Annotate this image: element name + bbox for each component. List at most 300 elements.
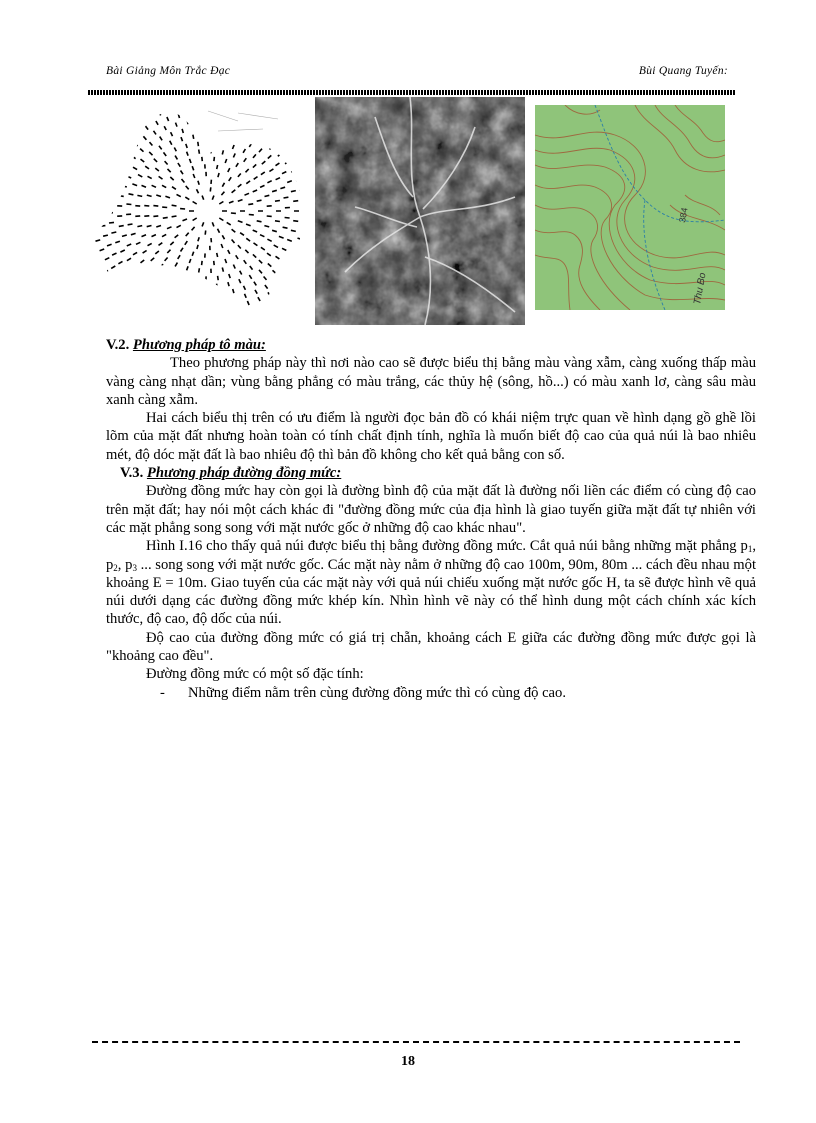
hachure-tick [152, 185, 156, 187]
hachure-tick [111, 266, 115, 268]
hachure-tick [114, 183, 119, 184]
section-v3-heading [120, 464, 756, 482]
hachure-tick [118, 314, 121, 318]
hachure-tick [142, 185, 147, 187]
hachure-tick [277, 132, 280, 135]
hachure-tick [272, 230, 277, 231]
hachure-tick [119, 196, 124, 197]
hachure-tick [233, 153, 235, 157]
hachure-tick [301, 154, 303, 156]
hachure-tick [172, 205, 177, 206]
hachure-tick [274, 245, 278, 247]
hachure-tick [185, 197, 189, 200]
hachure-tick [183, 219, 188, 221]
hachure-tick [156, 121, 158, 125]
hachure-tick [168, 169, 171, 172]
hachure-relief-drawing-icon [88, 101, 303, 323]
hachure-tick [148, 176, 152, 178]
hachure-tick [127, 244, 131, 246]
hachure-tick [286, 138, 290, 141]
hachure-tick [174, 148, 176, 152]
hachure-tick [286, 109, 289, 113]
hachure-tick [217, 253, 218, 257]
hachure-tick [268, 292, 271, 296]
hachure-tick [234, 297, 235, 301]
hachure-tick [186, 233, 189, 236]
hachure-tick [254, 243, 258, 246]
hachure-tick [170, 141, 172, 145]
contour-elevation-label: 384 [677, 206, 690, 224]
hachure-tick [139, 307, 142, 311]
hachure-tick [296, 179, 301, 181]
hachure-tick [202, 157, 203, 161]
hachure-tick [147, 195, 152, 196]
hachure-tick [297, 163, 301, 165]
relief-figure [315, 97, 525, 325]
hachure-tick [142, 110, 144, 114]
hachure-tick [164, 126, 166, 130]
hachure-tick [228, 282, 229, 286]
hachure-tick [128, 319, 131, 323]
hachure-tick [92, 191, 97, 192]
hachure-tick [127, 176, 131, 178]
hachure-tick [243, 149, 245, 153]
hachure-tick [177, 194, 181, 196]
hachure-tick [171, 318, 172, 322]
hachure-tick [253, 190, 257, 192]
hachure-tick [221, 142, 222, 146]
hachure-tick [193, 135, 194, 139]
hachure-tick [260, 235, 264, 237]
hachure-tick [282, 248, 286, 250]
hachure-tick [126, 150, 130, 153]
hachure-tick [171, 132, 173, 136]
hachure-tick [154, 159, 157, 162]
hachure-tick [194, 276, 195, 280]
hachure-tick [105, 136, 109, 139]
v3-paragraph-1: Đường đồng mức hay còn gọi là đường bình độ của mặt đất là đường nối liền các điểm có cùng độ cao trên mặt đất; hay nói một cách khác đi "đường đồng mức của địa hình là giao tuyến giữa mặt đất tự nhiên với các mặt phẳng song song với mặt nước gốc ở những độ cao khác nhau". [106, 483, 756, 536]
bullet-dash: - [160, 684, 165, 701]
hachure-tick [198, 181, 199, 185]
hachure-tick [244, 286, 246, 290]
hachure-tick [261, 305, 263, 309]
hachure-tick [115, 241, 120, 243]
hachure-tick [280, 295, 283, 298]
hachure-tick [253, 254, 256, 257]
hachure-tick [233, 289, 234, 293]
hachure-tick [280, 187, 285, 188]
hachure-tick [164, 152, 167, 156]
hachure-tick [172, 187, 176, 190]
hachure-tick [159, 112, 161, 116]
hachure-tick [257, 221, 262, 222]
hachure-tick [283, 227, 288, 228]
hachure-tick [284, 197, 289, 198]
hachure-tick [214, 261, 215, 265]
hachure-tick [268, 264, 272, 267]
hachure-tick [88, 244, 93, 245]
hachure-tick [271, 300, 274, 304]
section-v3-title: Phương pháp đường đồng mức: [146, 465, 342, 482]
hachure-tick [267, 239, 271, 241]
hachure-tick [98, 262, 102, 264]
hachure-tick [276, 256, 280, 259]
hachure-tick [259, 260, 262, 263]
hachure-tick [164, 292, 166, 296]
hachure-tick [154, 131, 157, 135]
hachure-tick [138, 121, 141, 125]
hachure-tick [92, 294, 96, 297]
hachure-tick [240, 271, 242, 275]
footer-rule [92, 1041, 740, 1043]
hachure-tick [228, 168, 230, 172]
hachure-tick [88, 235, 89, 236]
hachure-tick [128, 127, 131, 130]
hachure-tick [193, 314, 194, 318]
hachure-tick [276, 103, 279, 107]
hachure-tick [291, 191, 296, 192]
hachure-tick [238, 174, 241, 177]
hachure-tick [129, 301, 132, 304]
hachure-tick [181, 105, 182, 109]
hachure-tick [100, 249, 105, 251]
hachure-tick [92, 231, 97, 232]
hachure-tick [232, 240, 235, 244]
hachure-tick [198, 237, 199, 241]
hachure-tick [259, 149, 262, 152]
hachure-tick [149, 267, 152, 270]
hachure-tick [128, 224, 133, 225]
hachure-tick [239, 311, 240, 315]
hachure-tick [156, 226, 161, 228]
hachure-tick [96, 121, 100, 124]
hachure-tick [254, 103, 256, 107]
hachure-tick [273, 270, 276, 273]
bullet-text: Những điểm nằm trên cùng đường đồng mức thì có cùng độ cao. [188, 684, 566, 701]
hachure-tick [267, 181, 271, 183]
hachure-tick [236, 255, 238, 259]
hachure-tick [185, 241, 188, 245]
hachure-tick [103, 235, 108, 236]
hachure-tick [244, 101, 245, 104]
contour-place-label: Thu Bo [692, 271, 709, 306]
hachure-tick [269, 169, 273, 172]
hachure-tick [141, 159, 145, 162]
hachure-tick [287, 256, 291, 258]
hachure-tick [233, 265, 235, 269]
hachure-tick [217, 134, 218, 138]
hachure-tick [186, 290, 187, 294]
hachure-tick [294, 274, 298, 277]
hachure-tick [194, 127, 195, 131]
hachure-tick [245, 294, 247, 298]
hachure-tick [202, 196, 204, 200]
hachure-tick [154, 288, 157, 292]
hachure-tick [152, 235, 156, 237]
hachure-tick [153, 321, 155, 323]
hachure-tick [137, 195, 142, 196]
hachure-tick [295, 115, 298, 118]
hachure-tick [259, 270, 262, 273]
hachure-tick [222, 235, 224, 239]
hachure-tick [193, 218, 197, 221]
hachure-tick [160, 264, 163, 268]
hachure-tick [159, 273, 162, 277]
hachure-tick [264, 277, 267, 280]
hachure-tick [178, 163, 180, 167]
v2-paragraph-1: Theo phương pháp này thì nơi nào cao sẽ được biểu thị bằng màu vàng xẫm, càng xuống thấp màu vàng càng nhạt dần; vùng bằng phẳng có màu trắng, các thủy hệ (sông, hồ...) có màu xanh lơ, càng sâu màu xanh càng xẫm. [106, 355, 756, 408]
hachure-tick [260, 185, 264, 187]
hachure-tick [122, 122, 125, 125]
hachure-tick [140, 149, 143, 152]
hachure-tick [266, 319, 268, 323]
hachure-tick [134, 276, 137, 279]
hachure-tick [104, 125, 108, 128]
hachure-tick [280, 263, 284, 266]
hachure-tick [145, 166, 149, 169]
hachure-tick [145, 126, 148, 130]
hachure-tick [122, 307, 125, 310]
hachure-tick [287, 240, 292, 242]
hachure-tick [103, 186, 108, 187]
hachure-tick [225, 306, 226, 310]
hachure-tick [217, 165, 218, 169]
hachure-tick [286, 310, 289, 314]
hachure-tick [228, 313, 229, 317]
hachure-tick [160, 137, 162, 141]
hachure-tick [214, 157, 215, 161]
hachure-tick [300, 108, 303, 111]
hachure-tick [132, 312, 135, 316]
hachure-tick [290, 265, 294, 268]
hachure-tick [192, 227, 195, 230]
hachure-tick [119, 295, 122, 298]
hachure-tick [291, 170, 295, 172]
hachure-tick [167, 117, 169, 121]
hachure-tick [222, 268, 223, 272]
hachure-tick [170, 277, 172, 281]
hachure-tick [248, 204, 253, 205]
header-right-author: Bùi Quang Tuyến: [638, 65, 728, 77]
hachure-tick [240, 233, 244, 236]
hachure-tick [111, 141, 115, 144]
hachure-tick [186, 186, 189, 189]
hachure-tick [176, 295, 178, 299]
hachure-tick [132, 184, 137, 186]
hachure-tick [104, 294, 108, 297]
hachure-tick [255, 128, 257, 132]
hachure-tick [192, 166, 194, 170]
hachure-tick [218, 276, 219, 280]
hachure-tick [126, 269, 130, 272]
hachure-tick [156, 297, 158, 301]
hachure-tick [197, 245, 198, 249]
hachure-tick [135, 266, 139, 269]
hachure-tick [297, 282, 301, 285]
hachure-tick [125, 164, 129, 166]
hachure-tick [261, 172, 265, 175]
hachure-tick [285, 218, 290, 219]
hachure-tick [143, 273, 146, 276]
hachure-tick [181, 171, 184, 175]
hachure-tick [167, 250, 170, 253]
hachure-tick [194, 322, 195, 323]
v2-paragraph-2: Hai cách biểu thị trên có ưu điểm là người đọc bản đồ có khái niệm trực quan về hình dạng gồ ghề lồi lõm của mặt đất nhưng hoàn toàn có tính chất định tính, nghĩa là muốn biết độ cao của quả núi là bao nhiêu mét, độ dóc mặt đất là bao nhiêu độ thì bản đồ không cho kết quả bằng con số. [106, 410, 756, 463]
hachure-tick [110, 192, 115, 193]
hachure-tick [101, 226, 106, 227]
hachure-tick [272, 308, 274, 312]
hachure-tick [109, 308, 112, 311]
hachure-tick [301, 266, 303, 268]
hachure-tick [146, 293, 149, 297]
hachure-tick [293, 201, 298, 202]
hachure-tick [167, 301, 169, 305]
hachure-tick [156, 195, 161, 197]
hachure-tick [205, 231, 206, 235]
hachure-tick [237, 304, 238, 308]
hachure-tick [266, 101, 268, 103]
hachure-tick [179, 304, 180, 308]
hachure-tick [119, 274, 123, 277]
hachure-tick [165, 161, 168, 164]
hachure-tick [229, 321, 230, 323]
hachure-tick [199, 150, 200, 154]
hachure-tick [107, 176, 112, 178]
hachure-tick [257, 200, 262, 201]
hachure-tick [298, 238, 303, 239]
hachure-tick [111, 289, 115, 292]
hachure-tick [189, 259, 191, 263]
hachure-tick [128, 292, 131, 295]
hachure-tick [239, 139, 241, 143]
hachure-tick [258, 297, 260, 301]
hachure-tick [193, 174, 195, 178]
hachure-tick [178, 114, 179, 118]
hachure-tick [285, 320, 288, 323]
hachure-tick [227, 222, 231, 225]
hachure-tick [126, 204, 131, 205]
hachure-tick [240, 131, 242, 135]
hachure-tick [234, 121, 235, 125]
hachure-tick [232, 101, 233, 102]
hachure-tick [190, 306, 191, 310]
hachure-tick [219, 218, 223, 221]
hachure-tick [101, 196, 106, 197]
hachure-tick [181, 248, 184, 252]
hachure-tick [98, 158, 102, 160]
hachure-tick [165, 258, 168, 261]
hachure-tick [119, 285, 123, 288]
hachure-tick [282, 303, 285, 307]
hachure-tick [104, 270, 108, 272]
hachure-tick [118, 158, 122, 160]
hachure-tick [302, 130, 303, 133]
hachure-tick [96, 274, 100, 276]
hachure-tick [245, 250, 248, 253]
hachure-tick [193, 104, 194, 108]
hachure-tick [111, 232, 116, 233]
hachure-tick [268, 126, 271, 130]
hachure-tick [283, 273, 287, 276]
hachure-tick [275, 112, 278, 116]
hachure-tick [197, 189, 199, 193]
hachure-tick [182, 179, 185, 183]
hachure-tick [175, 101, 176, 103]
hachure-tick [219, 202, 223, 205]
hachure-tick [233, 145, 235, 149]
hachure-tick [276, 315, 279, 319]
hachure-tick [181, 281, 183, 285]
hachure-tick [159, 243, 163, 246]
hachure-tick [100, 172, 105, 174]
hachure-tick [250, 135, 252, 139]
hachure-tick [253, 230, 257, 232]
hachure-tick [88, 129, 92, 132]
hachure-tick [253, 164, 256, 167]
hachure-tick [236, 114, 237, 118]
hachure-tick [202, 222, 204, 226]
hachure-tick [170, 242, 173, 245]
hachure-tick [141, 260, 145, 263]
hachure-tick [246, 238, 250, 241]
hachure-tick [111, 154, 115, 156]
contour-figure [535, 105, 725, 310]
hachure-tick [218, 173, 219, 177]
contour-map-icon [535, 105, 725, 310]
hachure-tick [270, 146, 273, 149]
hachure-tick [193, 283, 194, 287]
hachure-tick [222, 150, 223, 154]
hachure-tick [187, 266, 189, 270]
hachure-tick [167, 227, 172, 229]
hachure-tick [291, 297, 294, 300]
hachure-tick [232, 190, 236, 193]
hachure-tick [175, 235, 179, 238]
hachure-tick [129, 194, 134, 195]
hachure-tick [239, 279, 241, 283]
hachure-tick [105, 114, 108, 117]
hachure-tick [228, 105, 229, 109]
hachure-tick [249, 275, 251, 279]
hachure-tick [137, 226, 142, 227]
main-content [106, 336, 756, 702]
hachure-tick [246, 181, 250, 184]
hachure-tick [202, 261, 203, 265]
hachure-tick [105, 258, 109, 260]
hachure-tick [221, 291, 222, 295]
hachure-tick [228, 250, 230, 254]
hachure-tick [155, 168, 159, 171]
hachure-tick [283, 146, 287, 149]
hachure-tick [142, 317, 144, 321]
hachure-tick [113, 128, 117, 131]
hachure-tick [143, 251, 147, 254]
hachure-tick [182, 273, 184, 277]
hachure-tick [148, 116, 150, 120]
hachure-tick [182, 129, 183, 133]
hachure-tick [162, 234, 166, 236]
hachure-tick [246, 224, 251, 226]
hachure-tick [136, 287, 139, 290]
hachure-tick [143, 282, 146, 286]
hachure-tick [175, 156, 177, 160]
hachure-tick [175, 263, 177, 267]
hachure-tick [159, 176, 163, 179]
hachure-tick [136, 132, 139, 135]
hachure-tick [89, 265, 93, 267]
hachure-tick [138, 175, 142, 177]
hachure-tick [290, 154, 294, 157]
